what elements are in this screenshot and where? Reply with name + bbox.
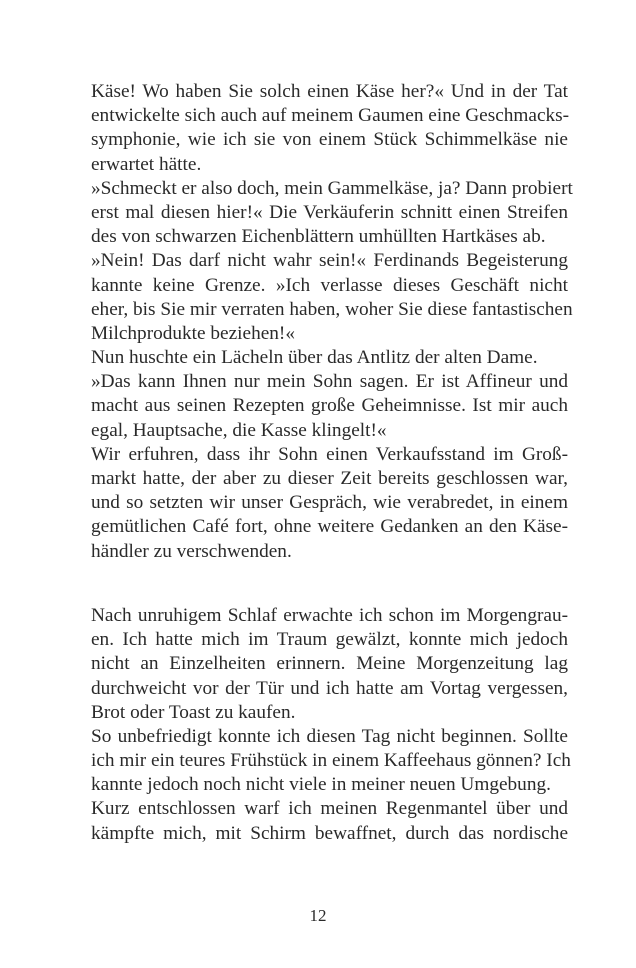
paragraph (91, 725, 571, 798)
paragraph (91, 80, 568, 177)
paragraph (91, 249, 573, 346)
text-line: So unbefriedigt konnte ich diesen Tag nicht beginnen. Sollte (91, 725, 568, 747)
text-line: nicht an Einzelheiten erinnern. Meine Morgenzeitung lag (91, 653, 568, 675)
text-line: kannte keine Grenze. »Ich verlasse dieses Geschäft nicht (91, 274, 568, 296)
text-line: kämpfte mich, mit Schirm bewaffnet, durch das nordische (91, 822, 568, 844)
text-line: entwickelte sich auch auf meinem Gaumen eine Geschmacks- (91, 105, 570, 127)
paragraph (91, 604, 568, 725)
paragraph (91, 370, 568, 443)
text-line: markt hatte, der aber zu dieser Zeit bereits geschlossen war, (91, 468, 568, 489)
section-break (91, 580, 568, 604)
text-line: erwartet hätte. (91, 153, 202, 175)
text-line: und so setzten wir unser Gespräch, wie verabredet, in einem (91, 492, 568, 514)
text-line: ich mir ein teures Frühstück in einem Kaffeehaus gönnen? Ich (91, 750, 571, 772)
text-line: Käse! Wo haben Sie solch einen Käse her?« Und in der Tat (91, 81, 568, 102)
text-line: macht aus seinen Rezepten große Geheimnisse. Ist mir auch (91, 395, 568, 417)
text-line: Nach unruhigem Schlaf erwachte ich schon im Morgengrau- (91, 604, 568, 626)
text-line: »Das kann Ihnen nur mein Sohn sagen. Er ist Affineur und (91, 371, 568, 393)
paragraph (91, 797, 568, 845)
text-line: Brot oder Toast zu kaufen. (91, 701, 296, 723)
text-line: des von schwarzen Eichenblättern umhüllten Hartkäses ab. (91, 226, 546, 248)
paragraph (91, 177, 573, 250)
text-line: »Nein! Das darf nicht wahr sein!« Ferdinands Begeisterung (91, 250, 568, 272)
body-text (91, 80, 573, 846)
text-line: gemütlichen Café fort, ohne weitere Gedanken an den Käse- (91, 516, 568, 538)
text-line: egal, Hauptsache, die Kasse klingelt!« (91, 419, 387, 441)
text-line: Nun huschte ein Lächeln über das Antlitz der alten Dame. (91, 347, 538, 369)
text-line: erst mal diesen hier!« Die Verkäuferin schnitt einen Streifen (91, 201, 568, 223)
text-line: Milchprodukte beziehen!« (91, 322, 295, 344)
text-line: symphonie, wie ich sie von einem Stück Schimmelkäse nie (91, 129, 568, 151)
text-line: händler zu verschwenden. (91, 540, 292, 562)
page-number: 12 (309, 906, 327, 925)
paragraph (91, 346, 568, 370)
text-line: »Schmeckt er also doch, mein Gammelkäse, ja? Dann probiert (91, 177, 573, 199)
paragraph (91, 443, 568, 564)
text-line: durchweicht vor der Tür und ich hatte am Vortag vergessen, (91, 677, 568, 699)
text-line: eher, bis Sie mir verraten haben, woher Sie diese fantastischen (91, 298, 573, 320)
text-line: Wir erfuhren, dass ihr Sohn einen Verkaufsstand im Groß- (91, 443, 568, 465)
text-line: en. Ich hatte mich im Traum gewälzt, konnte mich jedoch (91, 629, 568, 651)
text-line: Kurz entschlossen warf ich meinen Regenmantel über und (91, 798, 568, 820)
text-line: kannte jedoch noch nicht viele in meiner neuen Umgebung. (91, 774, 551, 796)
